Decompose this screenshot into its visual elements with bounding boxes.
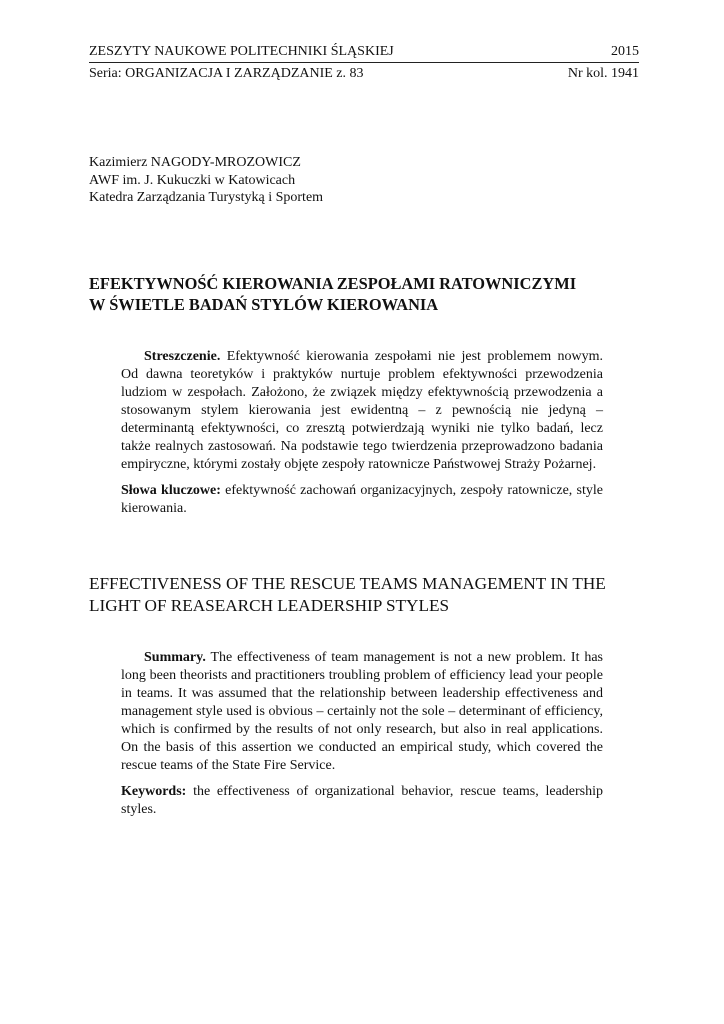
abstract-polish-body: Efektywność kierowania zespołami nie jest problemem nowym. Od dawna teoretyków i praktyków nurtuje problem efektywności przewodzenia ludziom w zespołach. Założono, że związek między efektywnością przewodzenia a stosowanym stylem kierowania jest ewidentną – z pewnością nie jedyną – determinantą efektywności, co zresztą potwierdzają wyniki nie tylko badań, lecz także realnych zastosowań. Na podstawie tego twierdzenia przeprowadzono badania empiryczne, którymi zostały objęte zespoły ratownicze Państwowej Straży Pożarnej. [121, 349, 603, 472]
keywords-polish-list: efektywność zachowań organizacyjnych, zespoły ratownicze, style kierowania. [121, 483, 604, 516]
header-row-journal [89, 42, 639, 63]
author-name: Kazimierz NAGODY-MROZOWICZ [89, 155, 301, 170]
journal-series: Seria: ORGANIZACJA I ZARZĄDZANIE z. 83 [89, 66, 364, 81]
abstract-english-label: Summary. [144, 650, 206, 665]
keywords-english-label: Keywords: [121, 784, 187, 799]
title-english [89, 573, 649, 617]
title-english-line-2: LIGHT OF REASEARCH LEADERSHIP STYLES [89, 596, 450, 615]
title-polish-line-2: W ŚWIETLE BADAŃ STYLÓW KIEROWANIA [89, 295, 439, 314]
abstract-english-text [121, 649, 603, 775]
keywords-english [121, 783, 603, 819]
abstract-english-body: The effectiveness of team management is not a new problem. It has long been theorists and practitioners troubling problem of efficiency lead your people in teams. It was assumed that the relationship between leadership effectiveness and management style used is obvious – certainly not the sole – determinant of efficiency, which is confirmed by the results of not only research, but also in real applications. On the basis of this assertion we conducted an empirical study, which covered the rescue teams of the State Fire Service. [121, 650, 603, 773]
abstract-polish-label: Streszczenie. [144, 349, 221, 364]
journal-name: ZESZYTY NAUKOWE POLITECHNIKI ŚLĄSKIEJ [89, 44, 394, 59]
title-polish-line-1: EFEKTYWNOŚĆ KIEROWANIA ZESPOŁAMI RATOWNICZYMI [89, 274, 577, 293]
author-department: Katedra Zarządzania Turystyką i Sportem [89, 190, 324, 205]
keywords-polish [121, 482, 603, 518]
abstract-english [121, 649, 603, 819]
journal-issue: Nr kol. 1941 [567, 66, 639, 81]
header-row-series [89, 63, 639, 83]
keywords-polish-label: Słowa kluczowe: [121, 483, 221, 498]
abstract-polish-text [121, 348, 603, 474]
author-block [89, 154, 323, 207]
abstract-polish [121, 348, 603, 518]
title-english-line-1: EFFECTIVENESS OF THE RESCUE TEAMS MANAGEMENT IN THE [89, 574, 606, 593]
author-institution: AWF im. J. Kukuczki w Katowicach [89, 172, 296, 188]
running-header [89, 42, 639, 83]
journal-year: 2015 [611, 44, 639, 59]
title-polish [89, 273, 649, 315]
keywords-english-list: the effectiveness of organizational behavior, rescue teams, leadership styles. [121, 784, 604, 817]
